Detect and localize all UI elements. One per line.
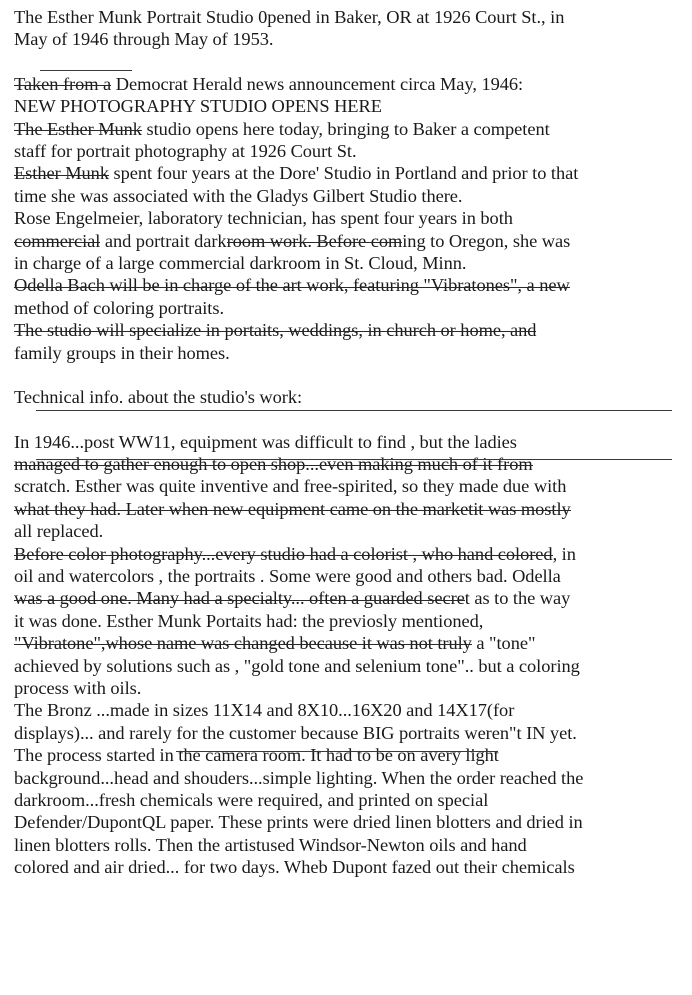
line-text: background...head and shouders...simple lighting. When the order reached the <box>14 767 584 788</box>
line-text: t as to the way <box>464 588 571 609</box>
text-line <box>14 565 684 587</box>
text-line <box>14 252 684 274</box>
line-text: linen blotters rolls. Then the artistused Windsor-Newton oils and hand <box>14 834 527 855</box>
line-text: time she was associated with the Gladys Gilbert Studio there. <box>14 185 463 206</box>
line-text: studio opens here today, bringing to Baker a competent <box>141 118 550 139</box>
line-text: and portrait dark <box>100 230 227 251</box>
struck-text: The studio will specialize in portaits, weddings, in church or home, and <box>14 320 537 341</box>
line-text: Technical info. about the studio's work: <box>14 387 303 408</box>
struck-text: Esther Munk <box>14 163 109 184</box>
line-text: NEW PHOTOGRAPHY STUDIO OPENS HERE <box>14 96 382 117</box>
short-rule-top <box>40 70 132 71</box>
document-page <box>14 6 684 879</box>
struck-text: "Vibratone",whose name was changed because it was not truly <box>14 633 472 654</box>
struck-text: room work. Before com <box>226 230 403 251</box>
text-line <box>14 834 684 856</box>
text-line <box>14 789 684 811</box>
struck-text: what they had. Later when new equipment came on the marketit was mostly <box>14 498 571 519</box>
blank-line <box>14 409 684 431</box>
line-text: in charge of a large commercial darkroom in St. Cloud, Minn. <box>14 253 467 274</box>
line-text: process with oils. <box>14 677 142 698</box>
text-line <box>14 207 684 229</box>
line-text: family groups in their homes. <box>14 342 230 363</box>
line-text: spent four years at the Dore' Studio in Portland and prior to that <box>108 163 579 184</box>
line-text: method of coloring portraits. <box>14 297 224 318</box>
line-text: , in <box>552 543 576 564</box>
line-text: Defender/DupontQL paper. These prints were dried linen blotters and dried in <box>14 812 583 833</box>
text-line <box>14 453 684 475</box>
text-line <box>14 342 684 364</box>
text-line <box>14 722 684 744</box>
text-line <box>14 28 684 50</box>
line-text: Democrat Herald news announcement circa May, 1946: <box>111 73 524 94</box>
line-text: ing to Oregon, she was <box>402 230 571 251</box>
section-divider-1 <box>36 410 672 411</box>
text-line <box>14 856 684 878</box>
text-line <box>14 230 684 252</box>
text-line <box>14 632 684 654</box>
line-text: staff for portrait photography at 1926 Court St. <box>14 141 357 162</box>
struck-text: managed to gather enough to open shop...even making much of it from <box>14 453 533 474</box>
text-line <box>14 73 684 95</box>
text-line <box>14 6 684 28</box>
blank-line <box>14 364 684 386</box>
section-divider-2 <box>36 459 672 460</box>
struck-text: commercial <box>14 230 101 251</box>
text-line <box>14 386 684 408</box>
text-line <box>14 118 684 140</box>
line-text: The Esther Munk Portrait Studio 0pened in Baker, OR at 1926 Court St., in <box>14 7 565 27</box>
line-text: Rose Engelmeier, laboratory technician, has spent four years in both <box>14 208 513 229</box>
text-line <box>14 699 684 721</box>
struck-text: Odella Bach will be in charge of the art work, featuring "Vibratones", a new <box>14 275 570 296</box>
text-line <box>14 767 684 789</box>
text-line <box>14 744 684 766</box>
text-line <box>14 677 684 699</box>
text-line <box>14 811 684 833</box>
struck-text: Before color photography...every studio had a colorist , who hand colored <box>14 543 553 564</box>
line-text: all replaced. <box>14 521 104 542</box>
struck-text: Taken from a <box>14 73 112 94</box>
process-underline <box>176 751 498 752</box>
line-text: In 1946...post WW11, equipment was difficult to find , but the ladies <box>14 431 517 452</box>
line-text: colored and air dried... for two days. Wheb Dupont fazed out their chemicals <box>14 857 575 878</box>
text-line <box>14 520 684 542</box>
text-line <box>14 162 684 184</box>
text-line <box>14 587 684 609</box>
text-line <box>14 475 684 497</box>
line-text: darkroom...fresh chemicals were required, and printed on special <box>14 790 489 810</box>
text-line <box>14 498 684 520</box>
line-text: displays)... and rarely for the customer because BIG portraits weren"t IN yet. <box>14 722 577 743</box>
line-text: a "tone" <box>471 633 536 654</box>
line-text: The Bronz ...made in sizes 11X14 and 8X10...16X20 and 14X17(for <box>14 700 515 721</box>
text-line <box>14 140 684 162</box>
text-line <box>14 274 684 296</box>
struck-text: was a good one. Many had a specialty... often a guarded secre <box>14 588 465 609</box>
text-line <box>14 610 684 632</box>
line-text: scratch. Esther was quite inventive and free-spirited, so they made due with <box>14 476 567 497</box>
text-line <box>14 185 684 207</box>
text-line <box>14 319 684 341</box>
text-line <box>14 431 684 453</box>
text-line <box>14 655 684 677</box>
struck-text: The Esther Munk <box>14 118 142 139</box>
text-line <box>14 543 684 565</box>
text-line <box>14 297 684 319</box>
line-text: May of 1946 through May of 1953. <box>14 29 274 50</box>
text-line <box>14 95 684 117</box>
line-text: it was done. Esther Munk Portaits had: the previosly mentioned, <box>14 610 484 631</box>
line-text: achieved by solutions such as , "gold tone and selenium tone".. but a coloring <box>14 655 580 676</box>
line-text: The process started in the camera room. It had to be on avery light <box>14 745 499 766</box>
line-text: oil and watercolors , the portraits . Some were good and others bad. Odella <box>14 565 561 586</box>
